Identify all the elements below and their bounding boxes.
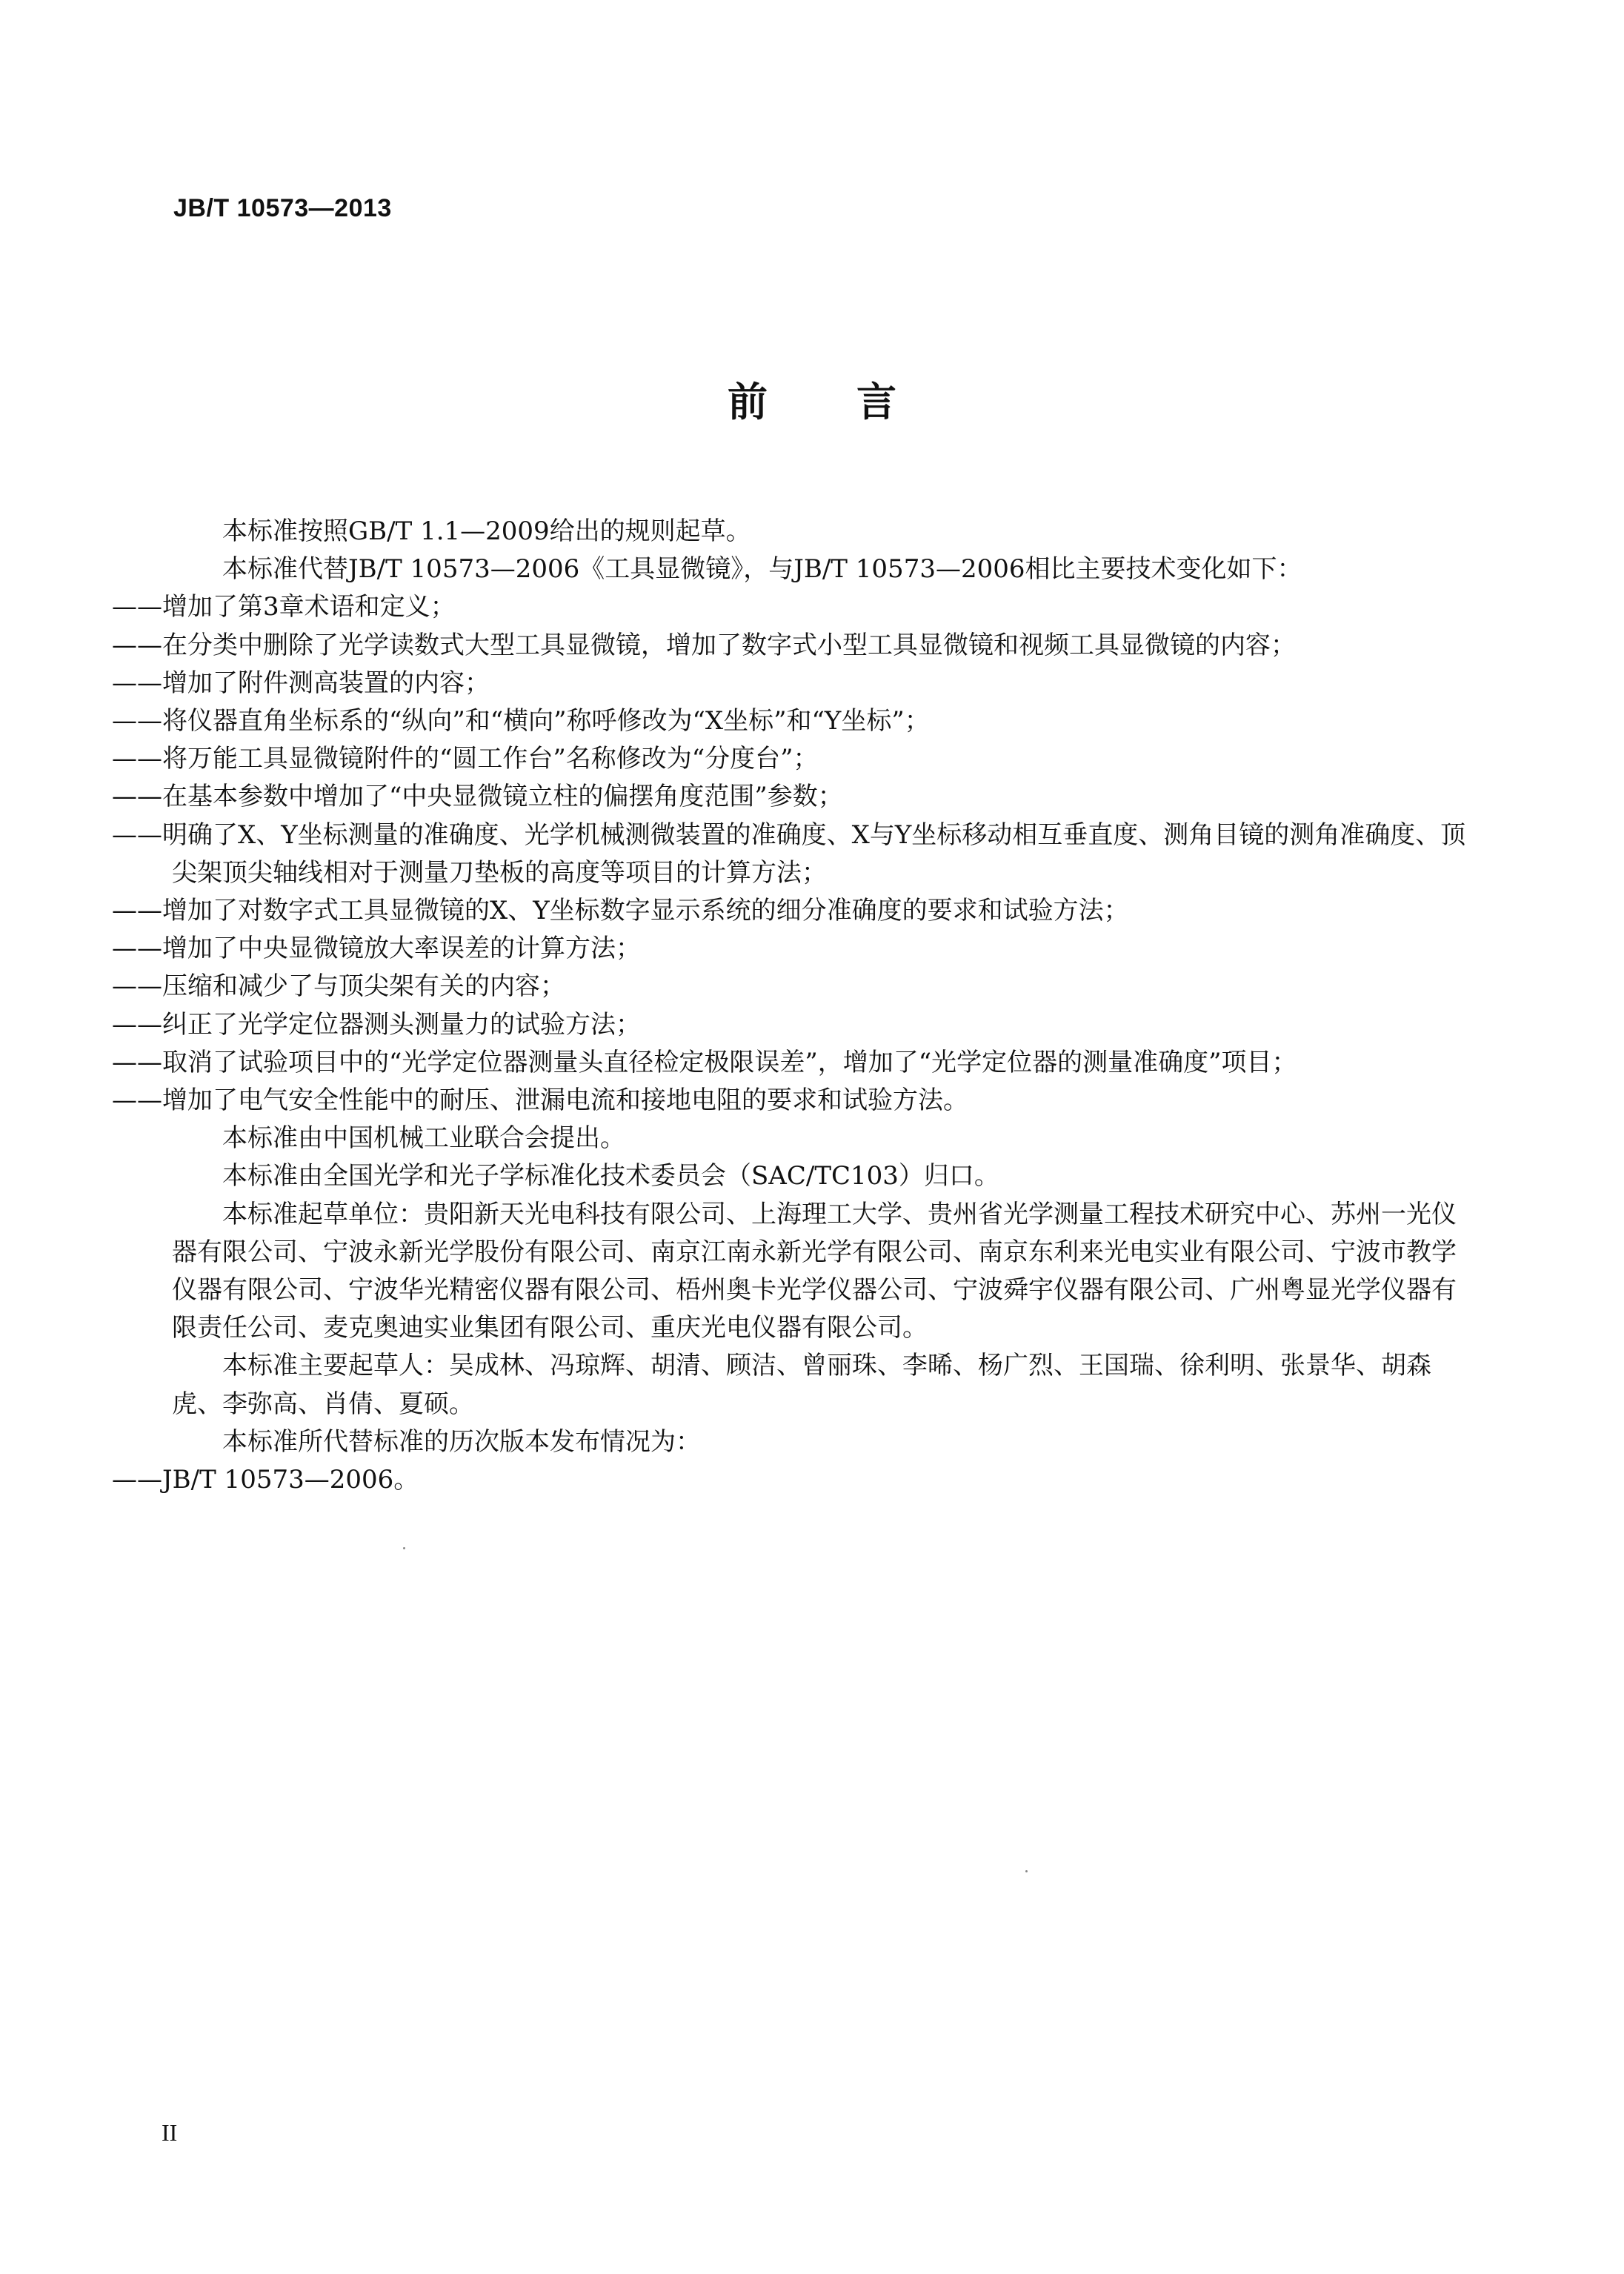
title-char-2: 言 [856,379,896,425]
change-item: ——将万能工具显微镜附件的“圆工作台”名称修改为“分度台”； [112,744,819,774]
change-item: ——取消了试验项目中的“光学定位器测量头直径检定极限误差”，增加了“光学定位器的测量准确度”项目； [112,1047,1297,1077]
change-item: ——增加了对数字式工具显微镜的X、Y坐标数字显示系统的细分准确度的要求和试验方法； [112,896,1129,926]
history-item: ——JB/T 10573—2006。 [112,1465,419,1495]
change-item: ——压缩和减少了与顶尖架有关的内容； [112,971,565,1002]
scan-speck [403,1547,405,1549]
change-item: ——增加了电气安全性能中的耐压、泄漏电流和接地电阻的要求和试验方法。 [112,1086,968,1116]
title-char-1: 前 [728,379,768,425]
foreword-body [112,513,1476,1499]
scan-speck [1025,1870,1028,1872]
paragraph-drafting-units: 本标准起草单位：贵阳新天光电科技有限公司、上海理工大学、贵州省光学测量工程技术研究中心、苏州一光仪器有限公司、宁波永新光学股份有限公司、南京江南永新光学有限公司、南京东利来光电实业有限公司、宁波市教学仪器有限公司、宁波华光精密仪器有限公司、梧州奥卡光学仪器公司、宁波舜宇仪器有限公司、广州粤显光学仪器有限责任公司、麦克奥迪实业集团有限公司、重庆光电仪器有限公司。 [172,1199,1457,1343]
change-item: ——将仪器直角坐标系的“纵向”和“横向”称呼修改为“X坐标”和“Y坐标”； [112,706,930,737]
paragraph-drafting-rules: 本标准按照GB/T 1.1—2009给出的规则起草。 [222,516,751,546]
page-number: II [162,2119,178,2146]
standard-number: JB/T 10573—2013 [173,194,392,222]
page-title [0,370,1624,428]
change-item: ——纠正了光学定位器测头测量力的试验方法； [112,1009,641,1040]
change-item: ——在基本参数中增加了“中央显微镜立柱的偏摆角度范围”参数； [112,782,843,812]
change-item: ——增加了第3章术语和定义； [112,592,456,622]
change-item: ——明确了X、Y坐标测量的准确度、光学机械测微装置的准确度、X与Y坐标移动相互垂直度、测角目镜的测角准确度、顶尖架顶尖轴线相对于测量刀垫板的高度等项目的计算方法； [112,819,1466,888]
paragraph-technical-committee: 本标准由全国光学和光子学标准化技术委员会（SAC/TC103）归口。 [222,1161,999,1191]
change-item: ——增加了中央显微镜放大率误差的计算方法； [112,934,641,964]
paragraph-replacement: 本标准代替JB/T 10573—2006《工具显微镜》，与JB/T 10573—2006相比主要技术变化如下： [222,554,1302,585]
paragraph-proposed-by: 本标准由中国机械工业联合会提出。 [222,1123,625,1154]
change-item: ——增加了附件测高装置的内容； [112,668,490,698]
paragraph-history-intro: 本标准所代替标准的历次版本发布情况为： [222,1426,701,1457]
change-item: ——在分类中删除了光学读数式大型工具显微镜，增加了数字式小型工具显微镜和视频工具显微镜的内容； [112,630,1296,660]
paragraph-drafters: 本标准主要起草人：吴成林、冯琼辉、胡清、顾洁、曾丽珠、李晞、杨广烈、王国瑞、徐利明、张景华、胡森虎、李弥高、肖倩、夏硕。 [172,1351,1431,1419]
